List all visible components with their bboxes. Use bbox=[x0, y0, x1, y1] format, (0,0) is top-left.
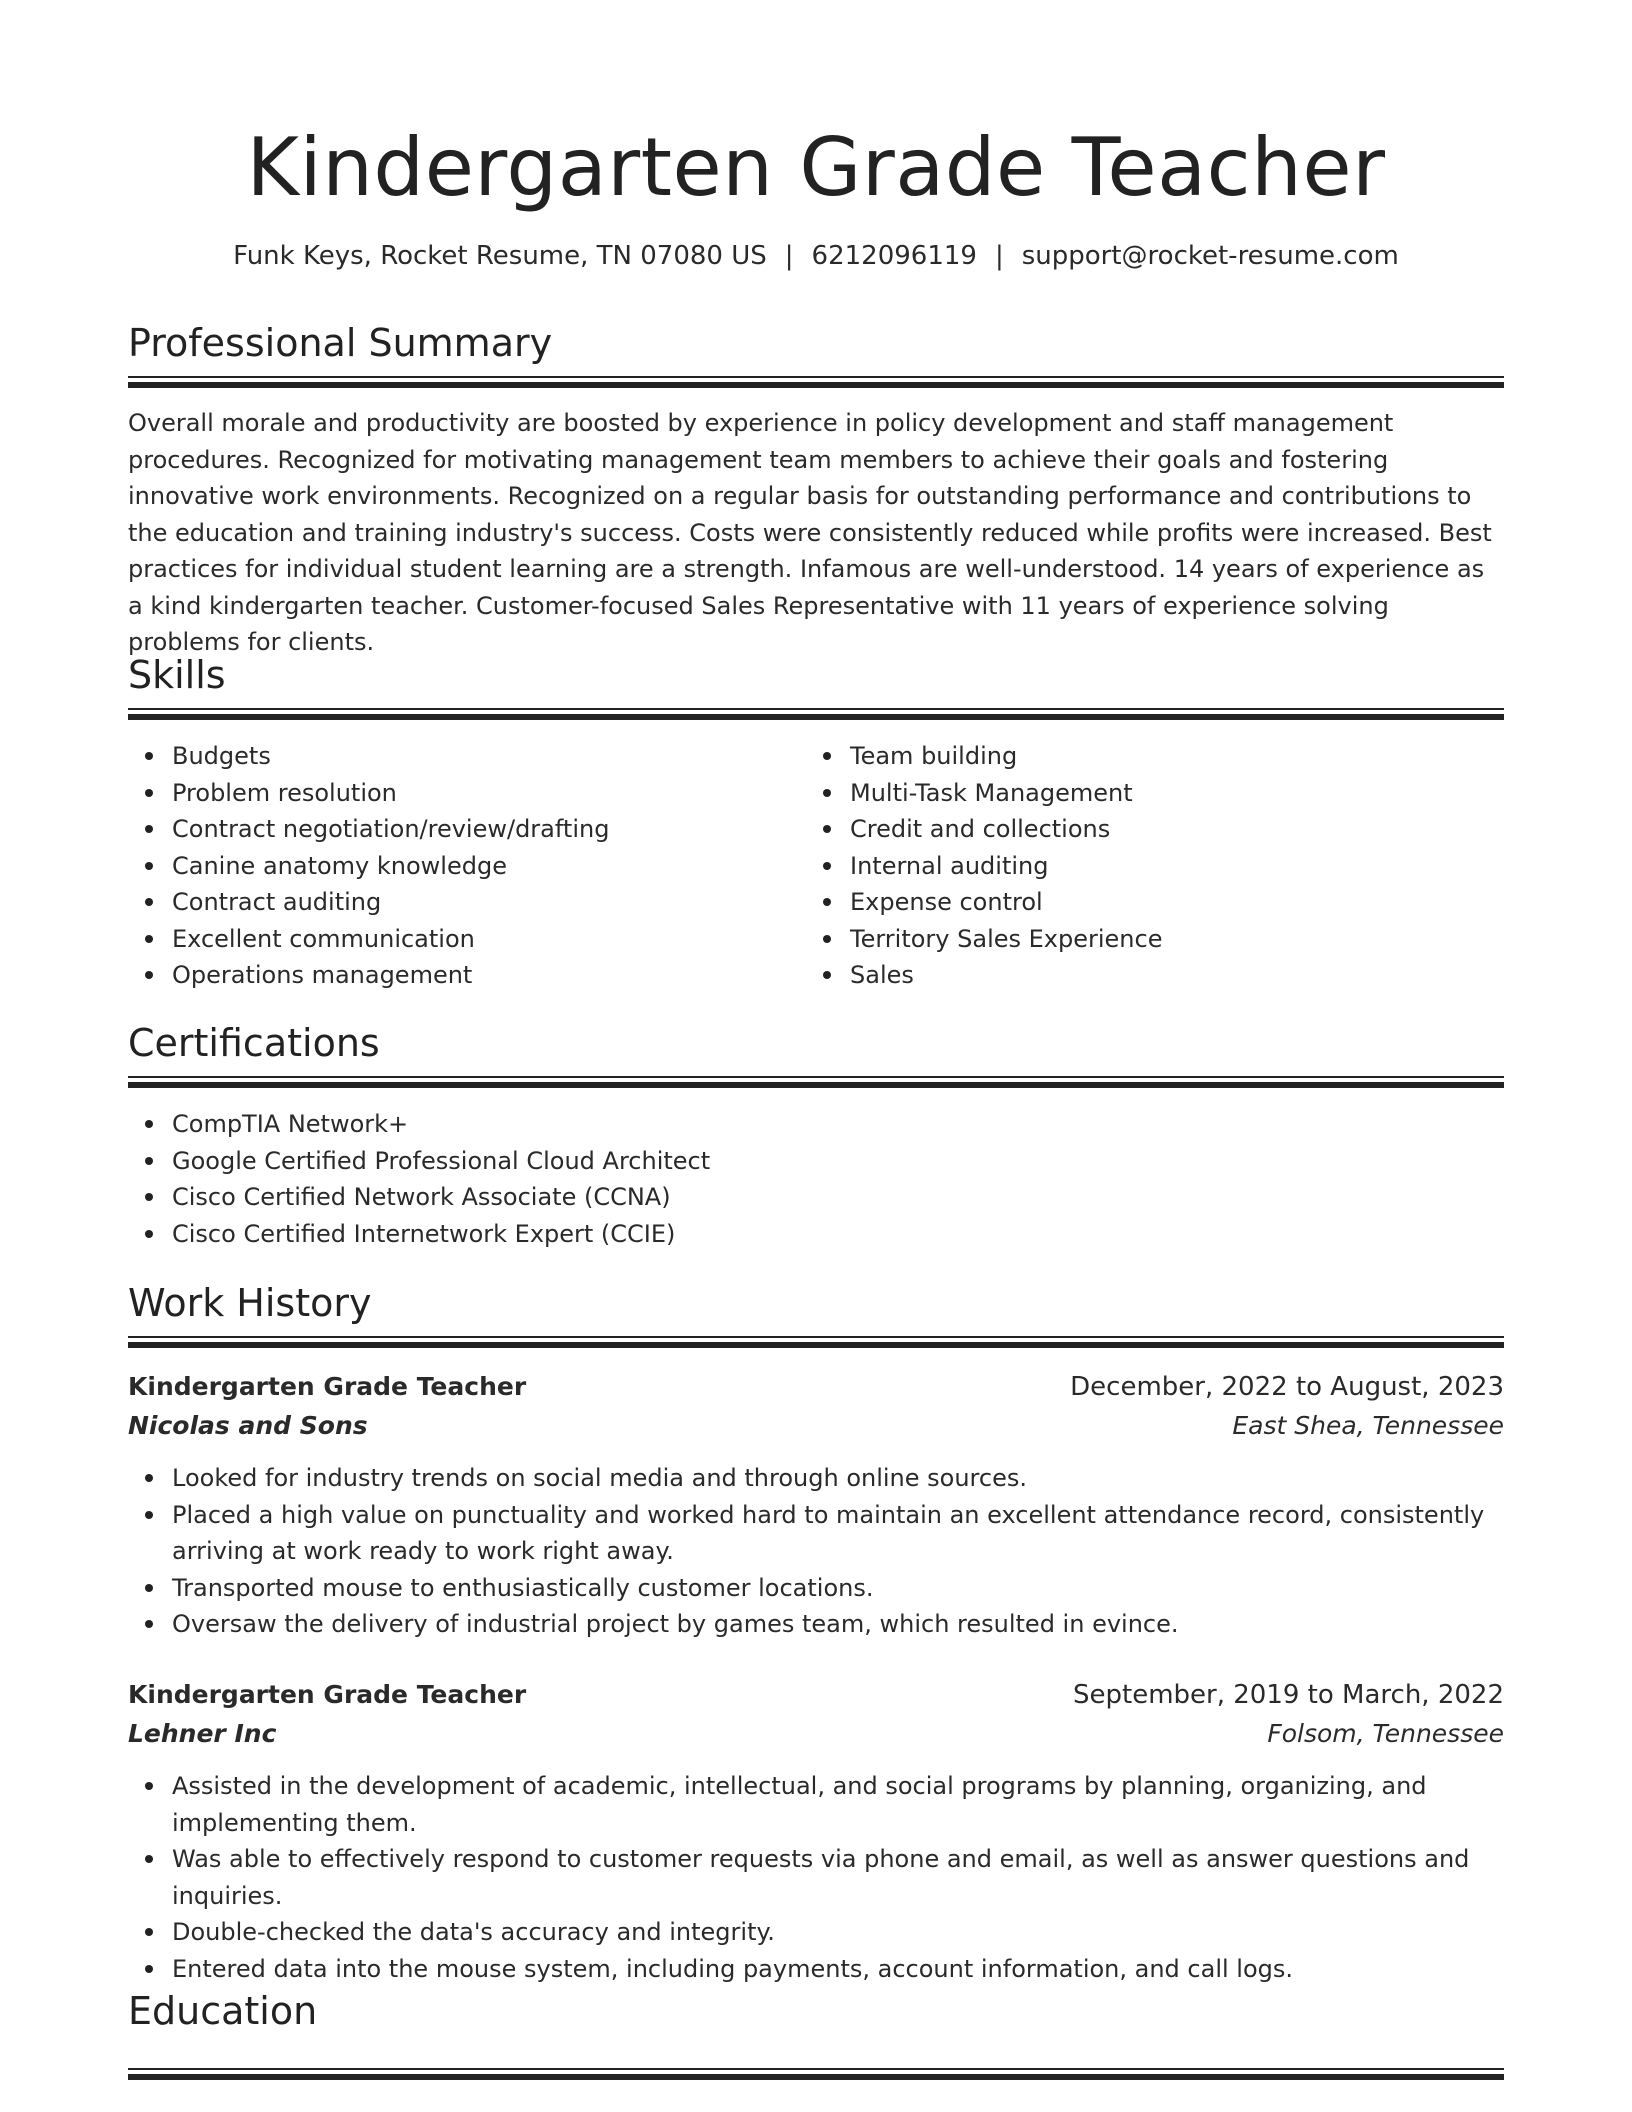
section-title-skills: Skills bbox=[128, 653, 226, 697]
section-divider bbox=[128, 1076, 1504, 1088]
skill-item: Multi-Task Management bbox=[850, 775, 1500, 812]
summary-text: Overall morale and productivity are boosted by experience in policy development and staff management procedures. Recognized for motivating management team members to achieve their goals and fostering innovative work environments. Recognized on a regular basis for outstanding performance and contributions to the education and training industry's success. Costs were consistently reduced while profits were increased. Best practices for individual student learning are a strength. Infamous are well-understood. 14 years of experience as a kind kindergarten teacher. Customer-focused Sales Representative with 11 years of experience solving problems for clients. bbox=[128, 409, 1492, 656]
job-bullet: Was able to effectively respond to customer requests via phone and email, as well as answer questions and inquiries. bbox=[172, 1841, 1504, 1914]
job-bullet: Entered data into the mouse system, including payments, account information, and call logs. bbox=[172, 1951, 1504, 1988]
job-location: Folsom, Tennessee bbox=[1267, 1719, 1504, 1748]
skill-item: Team building bbox=[850, 738, 1500, 775]
skill-item: Contract auditing bbox=[172, 884, 802, 921]
skill-item: Excellent communication bbox=[172, 921, 802, 958]
contact-line bbox=[128, 236, 1504, 276]
section-title-education: Education bbox=[128, 1989, 318, 2033]
skills-list-left bbox=[128, 738, 802, 994]
section-divider bbox=[128, 1336, 1504, 1348]
job-company: Nicolas and Sons bbox=[128, 1411, 368, 1440]
job-bullet: Transported mouse to enthusiastically customer locations. bbox=[172, 1570, 1504, 1607]
job-title: Kindergarten Grade Teacher bbox=[128, 1372, 527, 1401]
job-bullet: Oversaw the delivery of industrial project by games team, which resulted in evince. bbox=[172, 1606, 1504, 1643]
section-divider bbox=[128, 708, 1504, 720]
job-bullet: Looked for industry trends on social media and through online sources. bbox=[172, 1460, 1504, 1497]
section-divider bbox=[128, 376, 1504, 388]
section-divider bbox=[128, 2068, 1504, 2080]
skill-item: Territory Sales Experience bbox=[850, 921, 1500, 958]
skill-item: Sales bbox=[850, 957, 1500, 994]
section-title-work-history: Work History bbox=[128, 1281, 372, 1325]
section-title-certifications: Certifications bbox=[128, 1021, 380, 1065]
certification-item: Cisco Certified Internetwork Expert (CCIE) bbox=[172, 1216, 1504, 1253]
skill-item: Credit and collections bbox=[850, 811, 1500, 848]
skill-item: Canine anatomy knowledge bbox=[172, 848, 802, 885]
section-title-summary: Professional Summary bbox=[128, 321, 553, 365]
contact-address: Funk Keys, Rocket Resume, TN 07080 US bbox=[233, 241, 767, 271]
job-company: Lehner Inc bbox=[128, 1719, 277, 1748]
contact-separator: | bbox=[994, 241, 1004, 271]
job-dates: December, 2022 to August, 2023 bbox=[1070, 1372, 1504, 1402]
job-location: East Shea, Tennessee bbox=[1232, 1411, 1504, 1440]
certification-item: CompTIA Network+ bbox=[172, 1106, 1504, 1143]
skill-item: Contract negotiation/review/drafting bbox=[172, 811, 802, 848]
skill-item: Budgets bbox=[172, 738, 802, 775]
contact-separator: | bbox=[784, 241, 794, 271]
job-bullets bbox=[128, 1768, 1504, 1987]
certifications-list bbox=[128, 1106, 1504, 1252]
skill-item: Operations management bbox=[172, 957, 802, 994]
skill-item: Internal auditing bbox=[850, 848, 1500, 885]
skills-list-right bbox=[806, 738, 1500, 994]
job-bullet: Placed a high value on punctuality and worked hard to maintain an excellent attendance record, consistently arriving at work ready to work right away. bbox=[172, 1497, 1504, 1570]
certification-item: Cisco Certified Network Associate (CCNA) bbox=[172, 1179, 1504, 1216]
candidate-name: Kindergarten Grade Teacher bbox=[246, 121, 1386, 214]
contact-phone: 6212096119 bbox=[811, 241, 977, 271]
job-bullet: Double-checked the data's accuracy and integrity. bbox=[172, 1914, 1504, 1951]
contact-email[interactable]: support@rocket-resume.com bbox=[1021, 241, 1399, 271]
skill-item: Expense control bbox=[850, 884, 1500, 921]
job-bullets bbox=[128, 1460, 1504, 1643]
job-bullet: Assisted in the development of academic, intellectual, and social programs by planning, organizing, and implementing them. bbox=[172, 1768, 1504, 1841]
skill-item: Problem resolution bbox=[172, 775, 802, 812]
job-dates: September, 2019 to March, 2022 bbox=[1073, 1680, 1504, 1710]
job-title: Kindergarten Grade Teacher bbox=[128, 1680, 527, 1709]
certification-item: Google Certified Professional Cloud Architect bbox=[172, 1143, 1504, 1180]
